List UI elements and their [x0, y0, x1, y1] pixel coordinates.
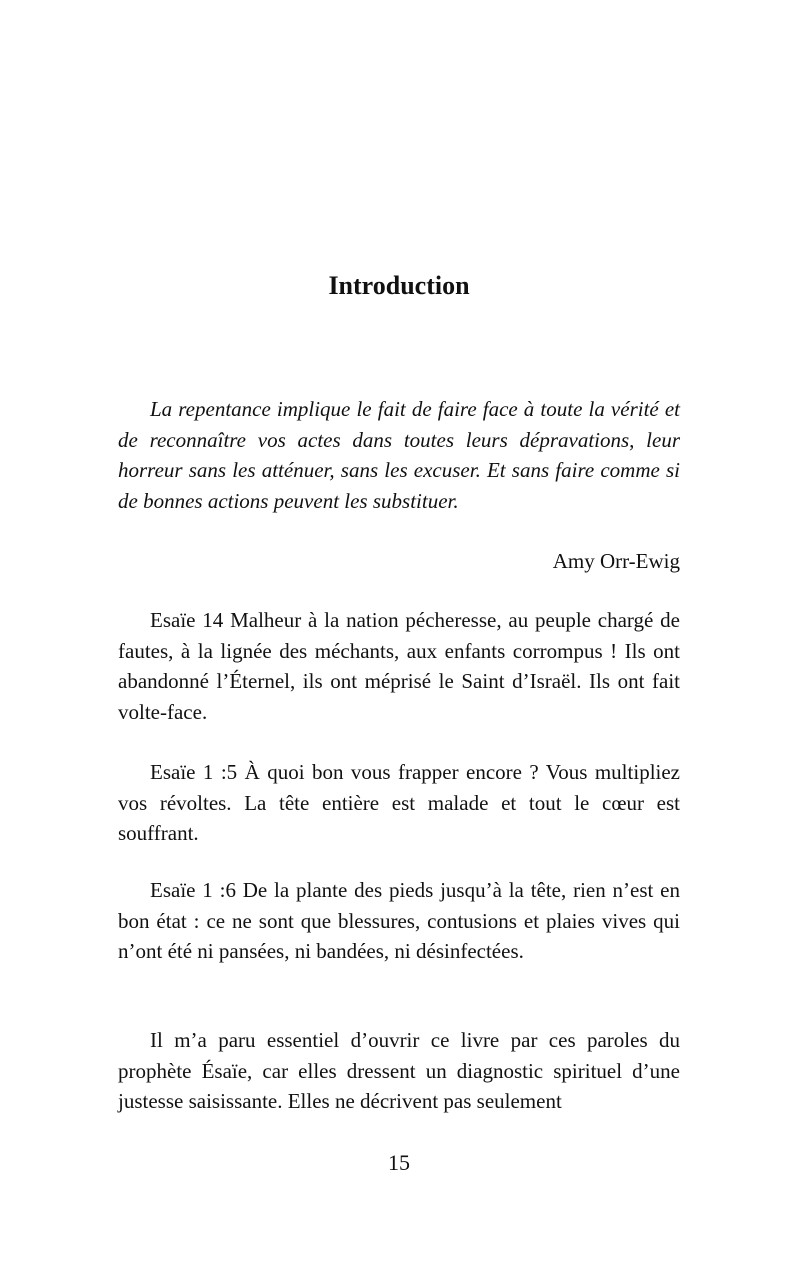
paragraph-text: Il m’a paru essentiel d’ouvrir ce livre par ces paroles du prophète Ésaïe, car elles dressent un diagnostic spirituel d’une justesse saisissante. Elles ne décrivent pas seulement [118, 1028, 680, 1113]
page-number: 15 [388, 1150, 410, 1175]
paragraph-text: Esaïe 14 Malheur à la nation pécheresse, au peuple chargé de fautes, à la lignée des méchants, aux enfants corrompus ! Ils ont abandonné l’Éternel, ils ont méprisé le Saint d’Israël. Ils ont fait volte-face. [118, 608, 680, 724]
paragraph-text: Esaïe 1 :5 À quoi bon vous frapper encore ? Vous multipliez vos révoltes. La tête entière est malade et tout le cœur est souffrant. [118, 760, 680, 845]
epigraph-text: La repentance implique le fait de faire face à toute la vérité et de reconnaître vos actes dans toutes leurs dépravations, leur horreur sans les atténuer, sans les excuser. Et sans faire comme si de bonnes actions peuvent les substituer. [118, 397, 680, 513]
paragraph-1 [118, 605, 680, 727]
paragraph-text: Esaïe 1 :6 De la plante des pieds jusqu’à la tête, rien n’est en bon état : ce ne sont que blessures, contusions et plaies vives qui n’ont été ni pansées, ni bandées, ni désinfectées. [118, 878, 680, 963]
paragraph-4 [118, 1025, 680, 1117]
epigraph-quote [118, 394, 680, 516]
paragraph-3 [118, 875, 680, 967]
epigraph-author: Amy Orr-Ewig [552, 549, 680, 573]
chapter-title: Introduction [328, 271, 470, 300]
paragraph-2 [118, 757, 680, 849]
